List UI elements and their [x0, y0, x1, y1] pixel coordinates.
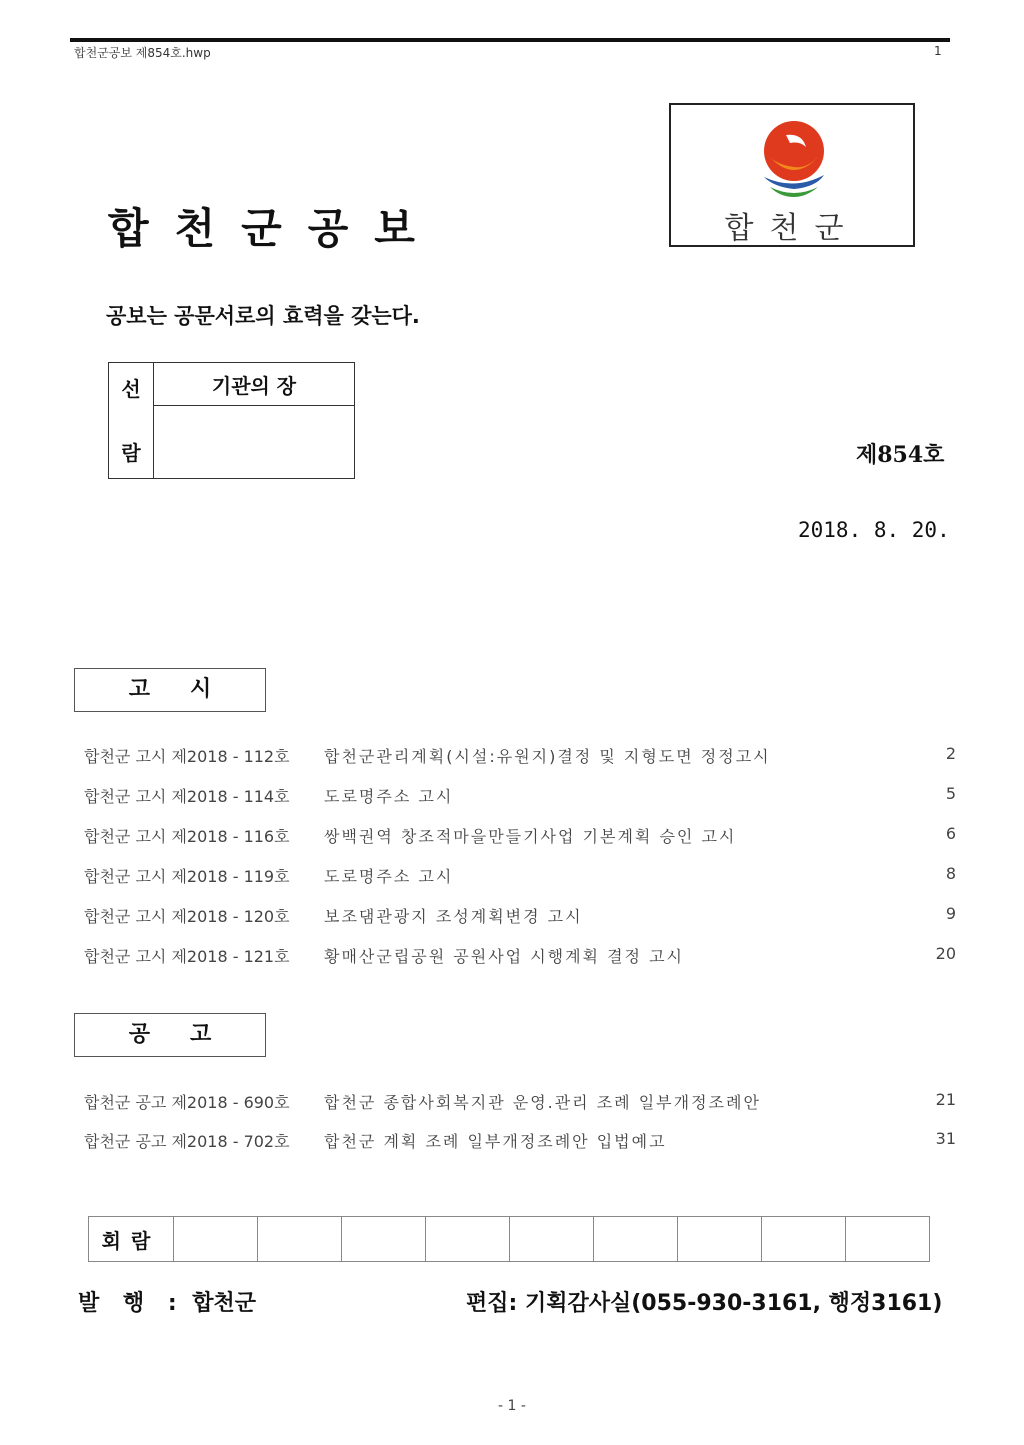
toc-row[interactable]	[84, 898, 956, 938]
hapcheon-emblem-icon	[756, 117, 832, 201]
toc-item-page: 20	[935, 944, 956, 963]
toc-item-title: 쌍백권역 창조적마을만들기사업 기본계획 승인 고시	[324, 827, 737, 846]
header-rule	[70, 38, 950, 42]
approval-label-top: 선	[121, 376, 141, 401]
toc-item-title: 합천군 종합사회복지관 운영.관리 조례 일부개정조례안	[324, 1093, 761, 1112]
logo-text: 합천군	[724, 211, 860, 246]
toc-item-number: 합천군 고시 제2018 - 121호	[84, 947, 290, 966]
toc-item-page: 31	[935, 1129, 956, 1148]
toc-gonggo	[84, 1084, 956, 1162]
toc-gosi	[84, 738, 956, 978]
toc-item-page: 21	[935, 1090, 956, 1109]
toc-item-title: 도로명주소 고시	[324, 867, 454, 886]
toc-row[interactable]	[84, 738, 956, 778]
approval-signature-cell[interactable]	[154, 406, 355, 479]
toc-item-page: 6	[945, 824, 956, 843]
circulation-cell[interactable]	[510, 1217, 594, 1262]
circulation-cell[interactable]	[846, 1217, 930, 1262]
toc-item-page: 9	[945, 904, 956, 923]
toc-row[interactable]	[84, 1123, 956, 1162]
toc-item-page: 2	[945, 744, 956, 763]
toc-item-title: 황매산군립공원 공원사업 시행계획 결정 고시	[324, 947, 685, 966]
section-heading-gonggo: 공고	[74, 1013, 266, 1057]
toc-item-number: 합천군 공고 제2018 - 702호	[84, 1132, 290, 1151]
toc-item-number: 합천군 고시 제2018 - 112호	[84, 747, 290, 766]
toc-row[interactable]	[84, 818, 956, 858]
toc-item-number: 합천군 고시 제2018 - 114호	[84, 787, 290, 806]
circulation-cell[interactable]	[594, 1217, 678, 1262]
approval-label-bottom: 람	[121, 440, 141, 465]
toc-row[interactable]	[84, 858, 956, 898]
approval-table	[108, 362, 355, 479]
toc-row[interactable]	[84, 1084, 956, 1123]
circulation-cell[interactable]	[762, 1217, 846, 1262]
toc-item-title: 합천군관리계획(시설:유원지)결정 및 지형도면 정정고시	[324, 747, 771, 766]
toc-item-page: 5	[945, 784, 956, 803]
toc-row[interactable]	[84, 938, 956, 978]
issue-number: 제854호	[856, 442, 945, 468]
document-title: 합천군공보	[108, 204, 441, 253]
publisher-name: 합천군	[192, 1291, 257, 1316]
publisher-line	[78, 1286, 256, 1317]
toc-item-title: 합천군 계획 조례 일부개정조례안 입법예고	[324, 1132, 667, 1151]
toc-item-number: 합천군 고시 제2018 - 119호	[84, 867, 290, 886]
toc-item-title: 보조댐관광지 조성계획변경 고시	[324, 907, 583, 926]
toc-item-number: 합천군 고시 제2018 - 116호	[84, 827, 290, 846]
footer-page-marker: - 1 -	[498, 1398, 526, 1414]
toc-item-number: 합천군 공고 제2018 - 690호	[84, 1093, 290, 1112]
header-page-number: 1	[934, 44, 942, 58]
circulation-table	[88, 1216, 930, 1262]
document-subtitle: 공보는 공문서로의 효력을 갖는다.	[106, 304, 420, 328]
circulation-cell[interactable]	[426, 1217, 510, 1262]
approval-label	[109, 363, 154, 479]
circulation-cell[interactable]	[174, 1217, 258, 1262]
publisher-label: 발 행 :	[78, 1291, 185, 1316]
circulation-cell[interactable]	[342, 1217, 426, 1262]
header-filename: 합천군공보 제854호.hwp	[74, 46, 211, 60]
toc-item-page: 8	[945, 864, 956, 883]
approval-header-agency-head: 기관의 장	[154, 363, 355, 406]
toc-item-title: 도로명주소 고시	[324, 787, 454, 806]
logo-box	[669, 103, 915, 247]
issue-date: 2018. 8. 20.	[798, 518, 950, 542]
circulation-label: 회람	[89, 1217, 174, 1262]
circulation-cell[interactable]	[678, 1217, 762, 1262]
toc-row[interactable]	[84, 778, 956, 818]
circulation-cell[interactable]	[258, 1217, 342, 1262]
toc-item-number: 합천군 고시 제2018 - 120호	[84, 907, 290, 926]
editor-line: 편집: 기획감사실(055-930-3161, 행정3161)	[466, 1291, 943, 1316]
section-heading-gosi: 고시	[74, 668, 266, 712]
